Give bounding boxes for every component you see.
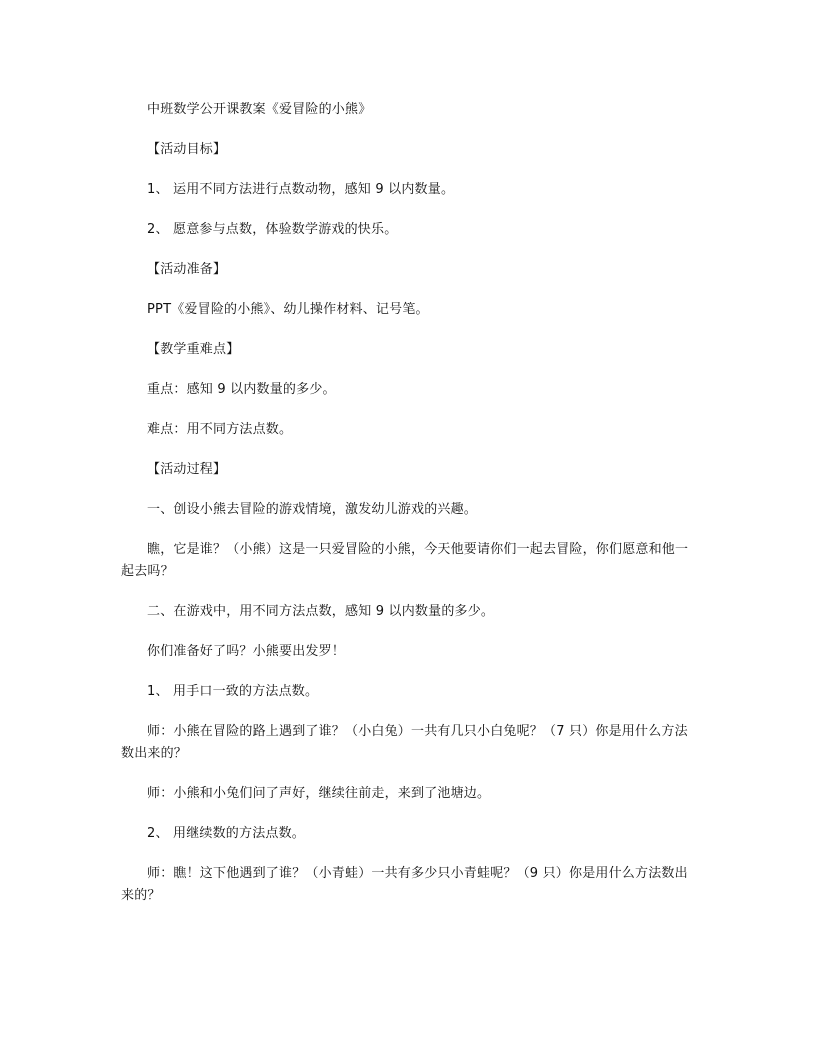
- process-paragraph: 师：小熊在冒险的路上遇到了谁？（小白兔）一共有几只小白兔呢？（7 只）你是用什么方法数出来的？: [121, 724, 688, 761]
- document-title: 中班数学公开课教案《爱冒险的小熊》: [147, 102, 372, 117]
- process-paragraph: 师：小熊和小兔们问了声好，继续往前走，来到了池塘边。: [147, 786, 491, 801]
- process-paragraph: 师：瞧！这下他遇到了谁？（小青蛙）一共有多少只小青蛙呢？（9 只）你是用什么方法数出来的？: [121, 866, 688, 903]
- process-step-2: 二、在游戏中，用不同方法点数，感知 9 以内数量的多少。: [147, 604, 495, 619]
- method-item-1: 1、 用手口一致的方法点数。: [147, 684, 319, 699]
- method-item-2: 2、 用继续数的方法点数。: [147, 826, 306, 841]
- section-heading-preparation: 【活动准备】: [147, 262, 227, 277]
- process-step-1: 一、创设小熊去冒险的游戏情境，激发幼儿游戏的兴趣。: [147, 502, 478, 517]
- preparation-text: PPT《爱冒险的小熊》、幼儿操作材料、记号笔。: [147, 302, 429, 317]
- process-paragraph: 瞧，它是谁？（小熊）这是一只爱冒险的小熊，今天他要请你们一起去冒险，你们愿意和他一起去吗？: [121, 542, 689, 579]
- section-heading-process: 【活动过程】: [147, 462, 227, 477]
- section-heading-goals: 【活动目标】: [147, 142, 227, 157]
- section-heading-key-points: 【教学重难点】: [147, 342, 240, 357]
- process-paragraph: 你们准备好了吗？小熊要出发罗！: [147, 644, 346, 659]
- goal-item-2: 2、 愿意参与点数，体验数学游戏的快乐。: [147, 222, 398, 237]
- difficulty-text: 难点：用不同方法点数。: [147, 422, 293, 437]
- document-body: [121, 99, 697, 907]
- goal-item-1: 1、 运用不同方法进行点数动物，感知 9 以内数量。: [147, 182, 455, 197]
- key-point-text: 重点：感知 9 以内数量的多少。: [147, 382, 336, 397]
